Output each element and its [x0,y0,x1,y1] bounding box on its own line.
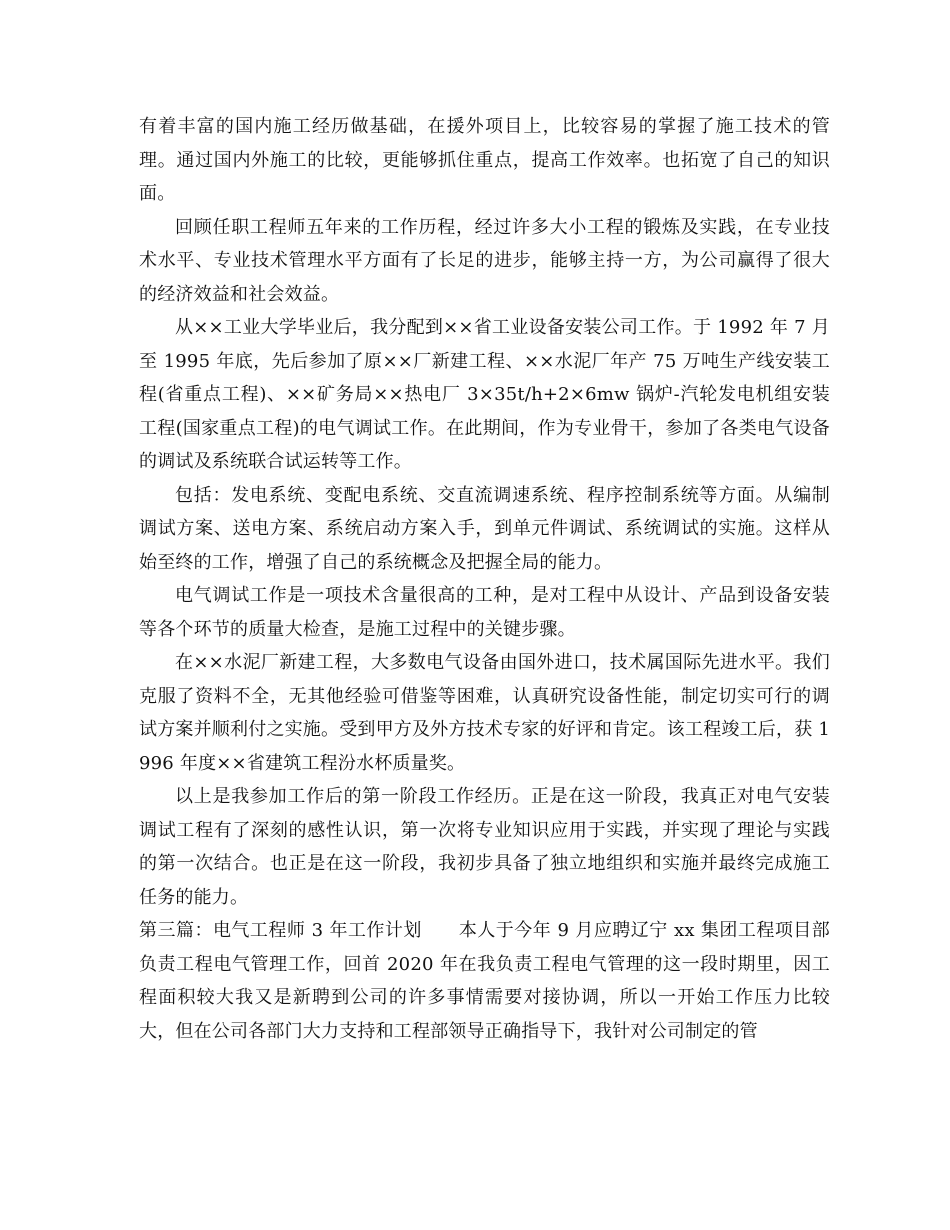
paragraph-5: 电气调试工作是一项技术含量很高的工种，是对工程中从设计、产品到设备安装等各个环节的质量大检查，是施工过程中的关键步骤。 [139,585,830,640]
paragraph-3: 从××工业大学毕业后，我分配到××省工业设备安装公司工作。于 1992 年 7 月至 1995 年底，先后参加了原××厂新建工程、××水泥厂年产 75 万吨生产线安装工程(省重点工程)、××矿务局××热电厂 3×35t/h+2×6mw 锅炉-汽轮发电机组安装工程(国家重点工程)的电气调试工作。在此期间，作为专业骨干，参加了各类电气设备的调试及系统联合试运转等工作。 [139,317,830,472]
paragraph-4: 包括：发电系统、变配电系统、交直流调速系统、程序控制系统等方面。从编制调试方案、送电方案、系统启动方案入手，到单元件调试、系统调试的实施。这样从始至终的工作，增强了自己的系统概念及把握全局的能力。 [139,484,830,573]
paragraph-7: 以上是我参加工作后的第一阶段工作经历。正是在这一阶段，我真正对电气安装调试工程有了深刻的感性认识，第一次将专业知识应用于实践，并实现了理论与实践的第一次结合。也正是在这一阶段，我初步具备了独立地组织和实施并最终完成施工任务的能力。 [139,786,830,908]
paragraph-6: 在××水泥厂新建工程，大多数电气设备由国外进口，技术属国际先进水平。我们克服了资料不全，无其他经验可借鉴等困难，认真研究设备性能，制定切实可行的调试方案并顺利付之实施。受到甲方及外方技术专家的好评和肯定。该工程竣工后，获 1996 年度××省建筑工程汾水杯质量奖。 [139,652,830,774]
paragraph-1: 有着丰富的国内施工经历做基础，在援外项目上，比较容易的掌握了施工技术的管理。通过国内外施工的比较，更能够抓住重点，提高工作效率。也拓宽了自己的知识面。 [139,116,830,204]
paragraph-2: 回顾任职工程师五年来的工作历程，经过许多大小工程的锻炼及实践，在专业技术水平、专业技术管理水平方面有了长足的进步，能够主持一方，为公司赢得了很大的经济效益和社会效益。 [139,216,830,305]
paragraph-8-section-heading: 第三篇：电气工程师 3 年工作计划 本人于今年 9 月应聘辽宁 xx 集团工程项目部负责工程电气管理工作，回首 2020 年在我负责工程电气管理的这一段时期里，因工程面积较大我又是新聘到公司的许多事情需要对接协调，所以一开始工作压力比较大，但在公司各部门大力支持和工程部领导正确指导下，我针对公司制定的管 [139,920,830,1042]
